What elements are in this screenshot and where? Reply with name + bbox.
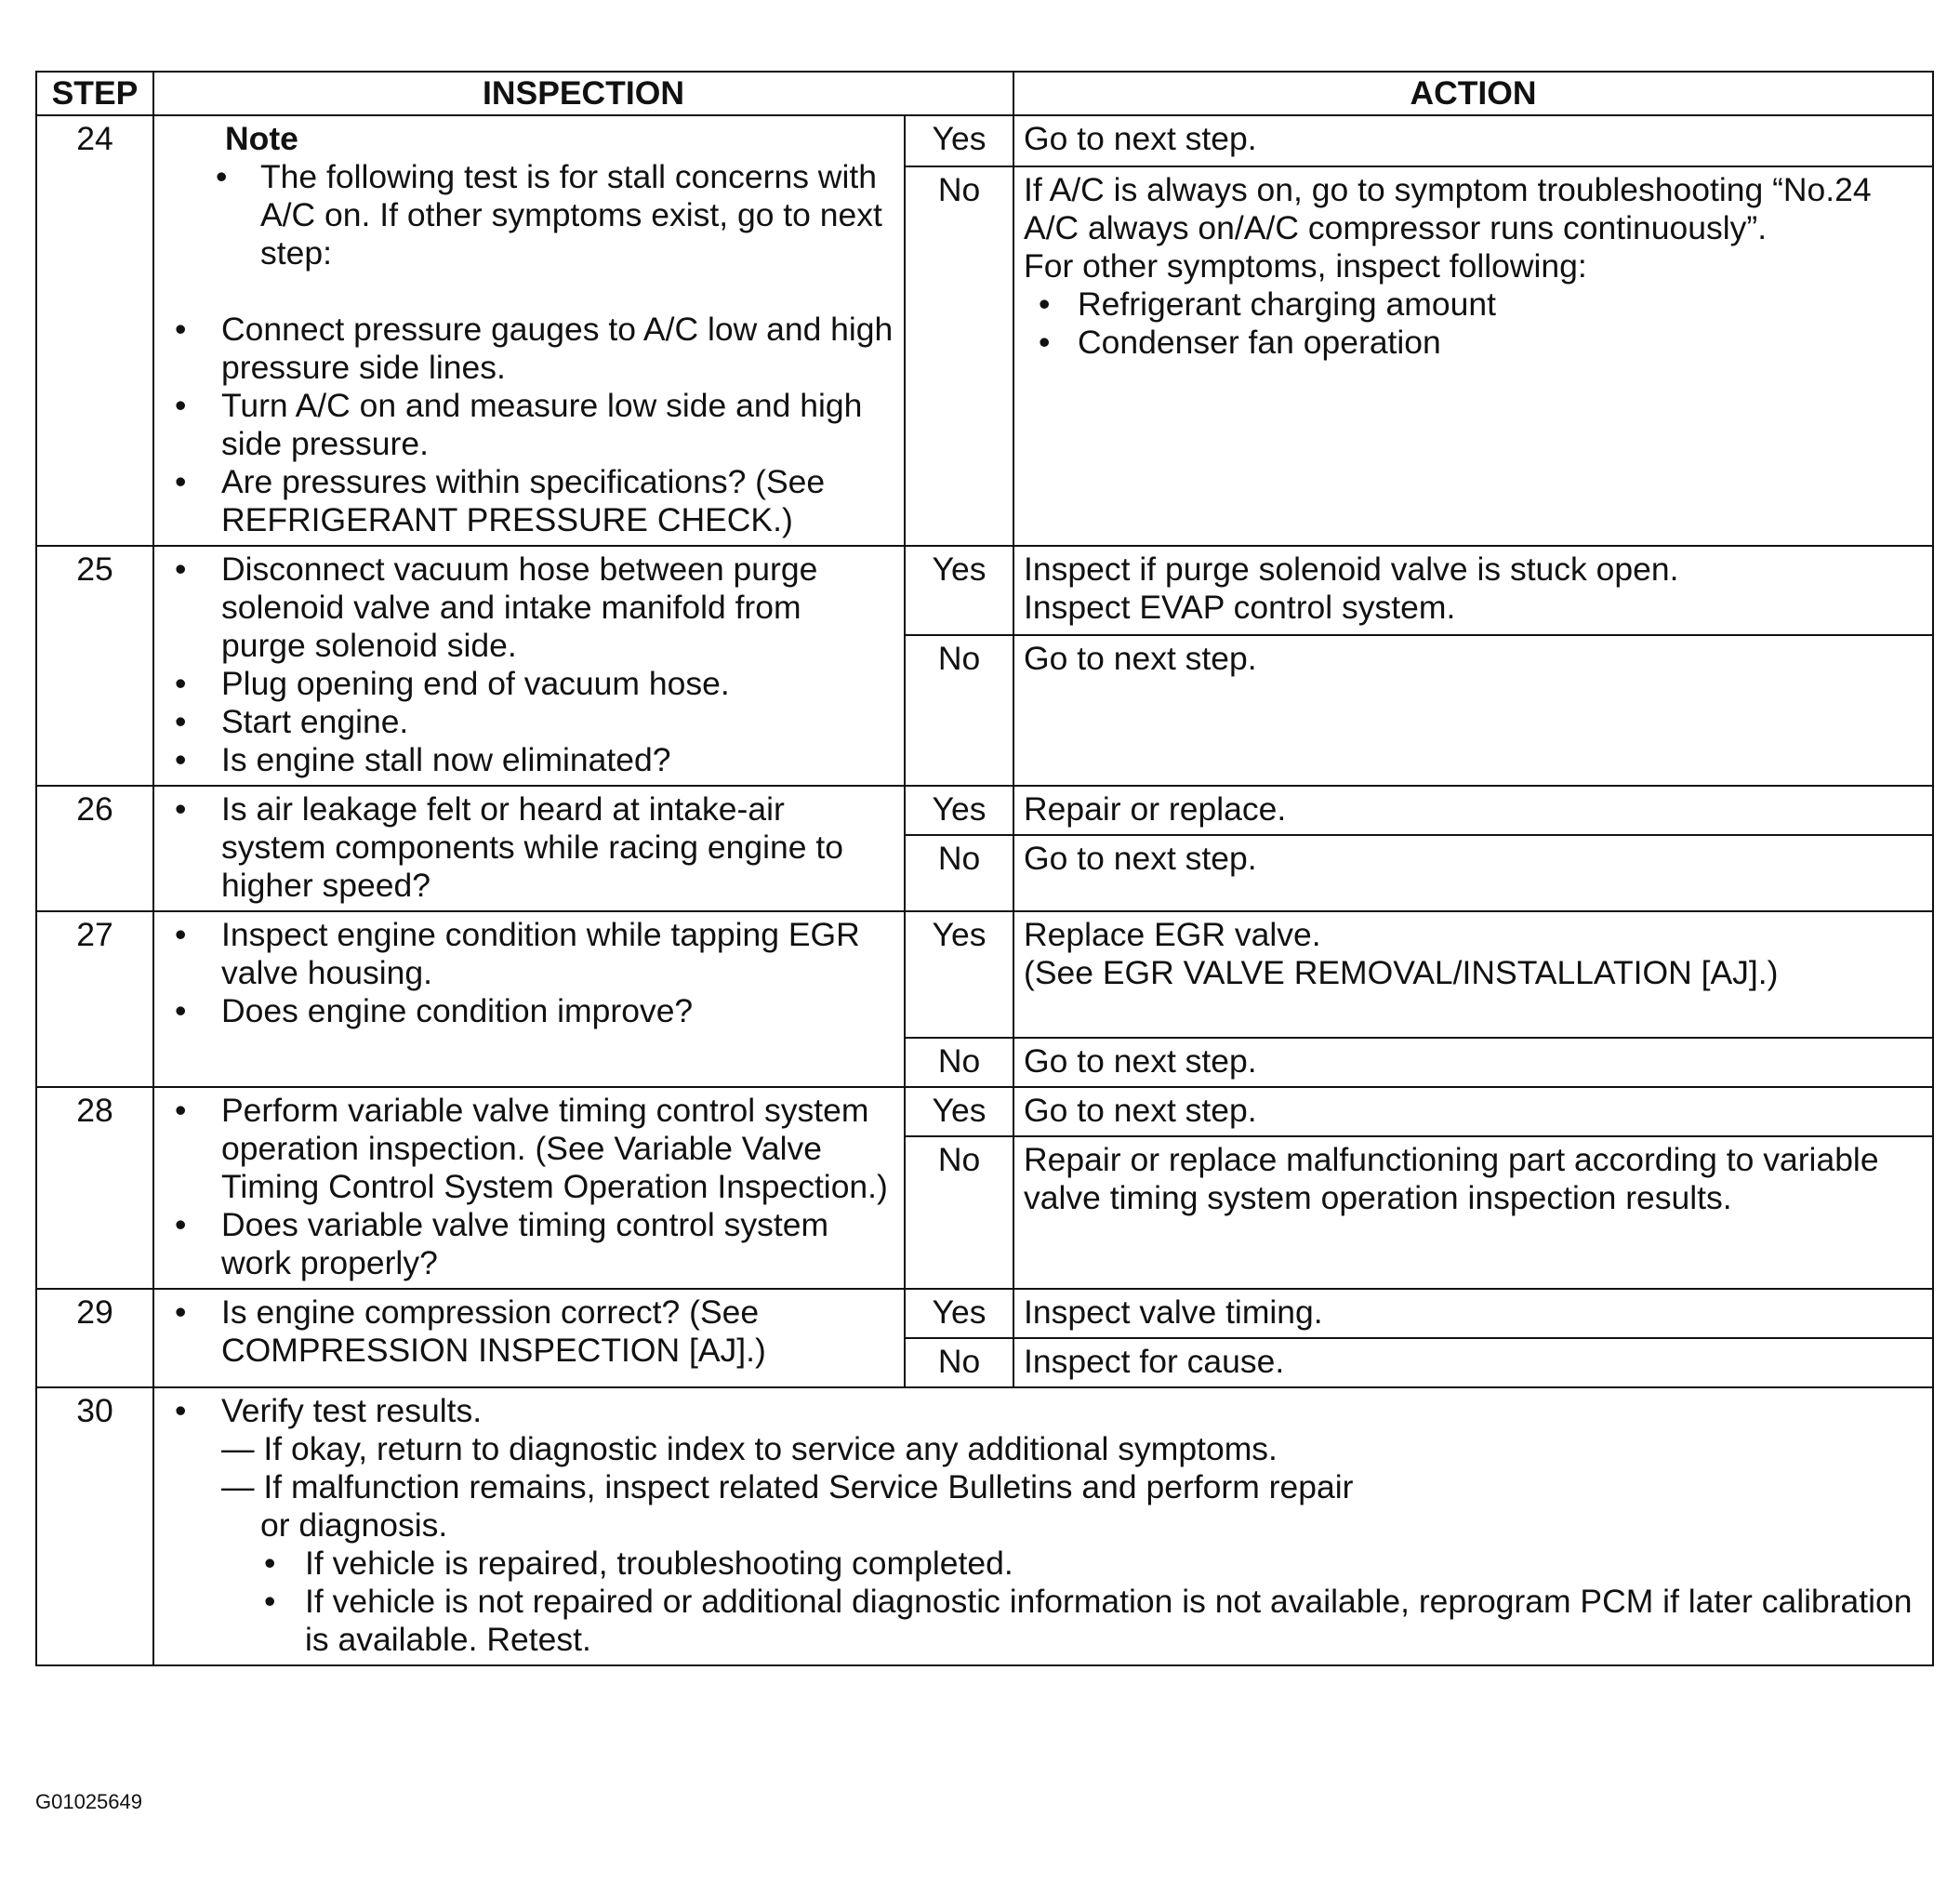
list-item: • Perform variable valve timing control system operation inspection. (See Variable Valve Timing Control System Operation Inspection.) [164,1092,894,1206]
list-item: • Are pressures within specifications? (See REFRIGERANT PRESSURE CHECK.) [164,463,894,539]
note-title: Note [225,120,298,157]
list-item: • Does variable valve timing control system work properly? [164,1206,894,1282]
action-cell: Inspect valve timing. [1013,1289,1933,1338]
yes-label: Yes [905,911,1013,1038]
no-label: No [905,635,1013,786]
no-label: No [905,835,1013,911]
action-cell: Go to next step. [1013,635,1933,786]
yes-label: Yes [905,786,1013,835]
inspection-list [164,916,894,1030]
action-line: For other symptoms, inspect following: [1024,247,1587,285]
sub-list [164,1545,1923,1659]
header-action: ACTION [1013,72,1933,115]
step-number: 26 [36,786,153,911]
list-item: • Turn A/C on and measure low side and high side pressure. [164,387,894,463]
action-cell [1013,911,1933,1038]
list-item: • The following test is for stall concerns with A/C on. If other symptoms exist, go to next step: [164,158,894,272]
header-step: STEP [36,72,153,115]
inspection-cell [153,1087,905,1289]
yes-label: Yes [905,115,1013,166]
step-number: 28 [36,1087,153,1289]
table-row [36,1289,1933,1338]
list-item: • Start engine. [164,703,894,741]
inspection-cell [153,786,905,911]
troubleshooting-table [35,71,1934,1666]
inspection-cell [153,911,905,1087]
note-list [164,158,894,272]
inspection-cell [153,1387,1933,1665]
action-line: Inspect EVAP control system. [1024,589,1456,626]
table-header-row [36,72,1933,115]
yes-label: Yes [905,1289,1013,1338]
list-item: • Condenser fan operation [1024,324,1923,362]
dash-line-continued: or diagnosis. [260,1506,448,1544]
inspection-list [164,1392,1923,1430]
list-item: • Verify test results. [164,1392,1923,1430]
list-item: • Inspect engine condition while tapping EGR valve housing. [164,916,894,992]
no-label: No [905,1338,1013,1387]
table-row [36,1387,1933,1665]
inspection-list [164,1293,894,1370]
action-line: If A/C is always on, go to symptom troubleshooting “No.24 A/C always on/A/C compressor runs continuously”. [1024,171,1872,246]
table-row [36,786,1933,835]
inspection-list [164,790,894,905]
table-row [36,115,1933,166]
action-line: Inspect if purge solenoid valve is stuck open. [1024,550,1679,588]
yes-label: Yes [905,1087,1013,1136]
action-line: (See EGR VALVE REMOVAL/INSTALLATION [AJ].) [1024,954,1779,991]
action-cell: Repair or replace. [1013,786,1933,835]
step-number: 29 [36,1289,153,1387]
action-line: Replace EGR valve. [1024,916,1321,953]
no-label: No [905,1038,1013,1087]
step-number: 24 [36,115,153,546]
action-cell: Inspect for cause. [1013,1338,1933,1387]
list-item: • Refrigerant charging amount [1024,285,1923,324]
list-item: • Plug opening end of vacuum hose. [164,665,894,703]
no-label: No [905,1136,1013,1289]
yes-label: Yes [905,546,1013,635]
action-cell: Go to next step. [1013,835,1933,911]
step-number: 27 [36,911,153,1087]
inspection-list [164,1092,894,1282]
inspection-cell [153,115,905,546]
inspection-cell [153,1289,905,1387]
dash-line: — If malfunction remains, inspect related Service Bulletins and perform repair [221,1468,1354,1505]
action-cell [1013,546,1933,635]
list-item: • If vehicle is not repaired or additional diagnostic information is not available, reprogram PCM if later calibration is available. Retest. [164,1583,1923,1659]
list-item: • Connect pressure gauges to A/C low and high pressure side lines. [164,311,894,387]
header-inspection: INSPECTION [153,72,1013,115]
action-cell [1013,166,1933,546]
step-number: 30 [36,1387,153,1665]
list-item: • Is engine stall now eliminated? [164,741,894,779]
no-label: No [905,166,1013,546]
action-cell: Go to next step. [1013,115,1933,166]
dash-line: — If okay, return to diagnostic index to service any additional symptoms. [221,1430,1278,1467]
action-cell: Go to next step. [1013,1038,1933,1087]
list-item: • If vehicle is repaired, troubleshooting completed. [164,1545,1923,1583]
inspection-cell [153,546,905,786]
list-item: • Is engine compression correct? (See COMPRESSION INSPECTION [AJ].) [164,1293,894,1370]
list-item: • Disconnect vacuum hose between purge solenoid valve and intake manifold from purge solenoid side. [164,550,894,665]
table-row [36,911,1933,1038]
list-item: • Is air leakage felt or heard at intake-air system components while racing engine to higher speed? [164,790,894,905]
list-item: • Does engine condition improve? [164,992,894,1030]
action-cell: Go to next step. [1013,1087,1933,1136]
inspection-list [164,550,894,779]
inspection-list [164,311,894,539]
table-row [36,546,1933,635]
figure-id: G01025649 [35,1790,142,1813]
table-row [36,1087,1933,1136]
step-number: 25 [36,546,153,786]
action-cell: Repair or replace malfunctioning part according to variable valve timing system operation inspection results. [1013,1136,1933,1289]
action-list [1024,285,1923,362]
